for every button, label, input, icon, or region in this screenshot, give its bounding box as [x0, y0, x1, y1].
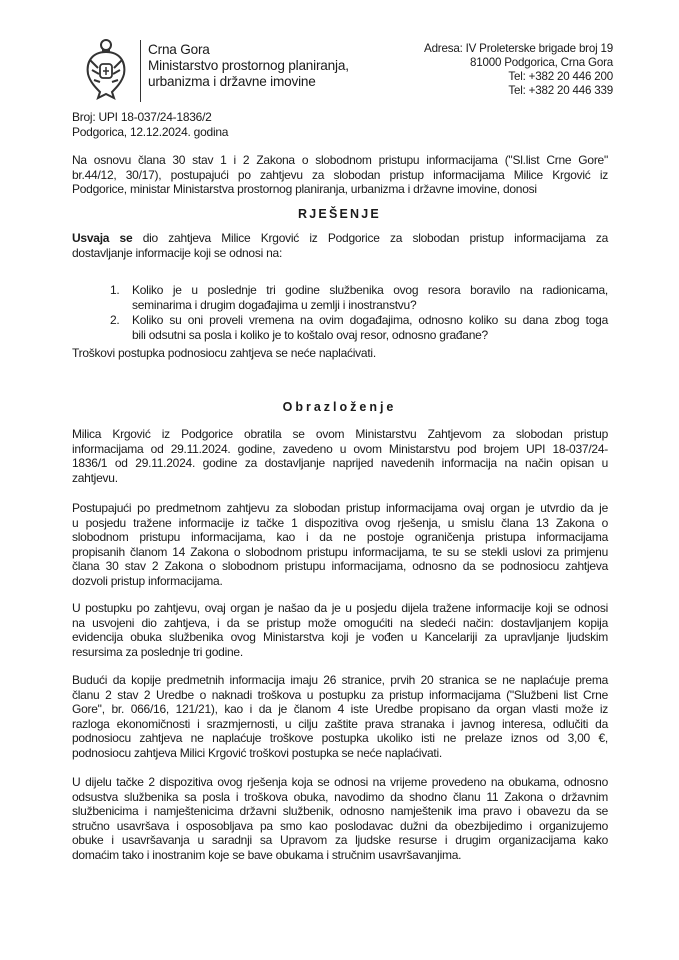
org-line: Crna Gora [148, 42, 210, 57]
list-item [132, 313, 608, 342]
reference-number: Broj: UPI 18-037/24-1836/2 [72, 110, 212, 124]
phone-line: Tel: +382 20 446 200 [508, 70, 613, 83]
text-line: informacijama od 29.11.2024. godine, zavedeno u ovom Ministarstvu pod brojem UPI 18-037/24- [72, 441, 608, 456]
text-line: razloga ekonomičnosti i srazmjernosti, u cilju zaštite prava stranaka i javnog interesa, odlučiti da [72, 716, 608, 731]
phone-line: Tel: +382 20 446 339 [508, 84, 613, 97]
decision-title: RJEŠENJE [298, 207, 381, 221]
costs-statement: Troškovi postupka podnosiocu zahtjeva se neće naplaćivati. [72, 346, 376, 360]
text-line: dozvoli pristup informacijama. [72, 573, 223, 588]
reasoning-paragraph [72, 601, 608, 659]
decision-list [0, 283, 679, 343]
address-line: 81000 Podgorica, Crna Gora [469, 56, 613, 69]
text-line: na usvojeni dio zahtjeva, i da se pristup može omogućiti na sledeći način: dostavljanjem kopija [72, 615, 608, 630]
reasoning-paragraph [72, 775, 608, 863]
coat-of-arms-icon [84, 38, 128, 100]
list-number: 1. [110, 283, 120, 297]
text-line: podnosiocu zahtjeva ne naplaćuje troškove postupka ukoliko isti ne prelaze iznos od 3,00 €, [72, 731, 608, 746]
text-line: u posjedu tražene informacije iz tačke 1 dispozitiva ovog rješenja, u smislu člana 13 Zakona o [72, 515, 608, 530]
text-line: Gore", br. 066/16, 121/21), kao i da je članom 4 iste Uredbe propisano da organ vlasti može iz [72, 702, 608, 717]
text-line: Postupajući po predmetnom zahtjevu za slobodan pristup informacijama ovaj organ je utvrdio da je [72, 501, 608, 515]
text-line: člana 30 stav 2 Zakona o slobodnom pristupu informacijama, odnosno da se podnosiocu zahtjeva [72, 559, 608, 574]
reasoning-paragraph [72, 427, 608, 485]
text-line: Podgorice, ministar Ministarstva prostornog planiranja, urbanizma i državne imovine, donosi [72, 182, 537, 197]
text-line: 1836/1 od 29.11.2024. godine za dostavljanje naprijed navedenih informacija na način opisan u [72, 456, 608, 471]
text-line: stručno usavršava i osposobljava pa smo kao poslodavac dužni da obezbijedimo i organizujemo [72, 818, 608, 833]
reasoning-paragraph [72, 673, 608, 761]
text-line: resursima za poslednje tri godine. [72, 644, 243, 659]
decision-lead: Usvaja se [72, 231, 133, 245]
text-line: br.44/12, 30/17), postupajući po zahtjevu za slobodan pristup informacijama Milice Krgović iz [72, 167, 608, 182]
intro-paragraph [72, 153, 608, 197]
text-line: U postupku po zahtjevu, ovaj organ je našao da je u posjedu dijela tražene informacije koji se odnosi [72, 601, 608, 615]
header-divider [140, 40, 141, 102]
text-line: evidencija obuka službenika ovog Ministarstva koji je vođen u Kancelariji za upravljanje ljudskim [72, 630, 608, 645]
text-line: Na osnovu člana 30 stav 1 i 2 Zakona o slobodnom pristupu informacijama ("Sl.list Crne Gore" [72, 153, 608, 167]
decision-text: dio zahtjeva Milice Krgović iz Podgorice za slobodan pristup informacijama za [132, 231, 608, 245]
text-line: seminarima i drugim događajima u zemlji i inostranstvu? [132, 297, 417, 312]
list-number: 2. [110, 313, 120, 327]
decision-paragraph [72, 231, 608, 260]
text-line: Budući da kopije predmetnih informacija imaju 26 stranice, prvih 20 stranica se ne naplaćuje prema [72, 673, 608, 687]
coat-of-arms-logo [84, 38, 128, 100]
place-date: Podgorica, 12.12.2024. godina [72, 124, 229, 139]
text-line: propisanih članom 14 Zakona o slobodnom pristupu informacijama, te su se stekli uslovi za primjenu [72, 544, 608, 559]
text-line: podnosiocu zahtjeva Milici Krgović troškovi postupka se neće naplaćivati. [72, 745, 442, 760]
text-line: obuke i usavršavanja u saradnji sa Upravom za ljudske resurse i drugim organizacijama kako [72, 833, 608, 848]
text-line: slobodnom pristupu informacijama, kao i da ne postoje ograničenja pristupa informacijama [72, 530, 608, 545]
text-line: članu 2 stav 2 Uredbe o naknadi troškova u postupku za pristup informacijama ("Službeni list Crne [72, 687, 608, 702]
text-line: Koliko je u poslednje tri godine službenika ovog resora boravilo na radionicama, [132, 283, 608, 297]
decision-text: dostavljanje informacije koji se odnosi na: [72, 245, 283, 260]
text-line: zahtjevu. [72, 470, 118, 485]
reasoning-paragraph [72, 501, 608, 589]
text-line: Milica Krgović iz Podgorice obratila se ovom Ministarstvu Zahtjevom za slobodan pristup [72, 427, 608, 441]
org-line: urbanizma i državne imovine [148, 74, 316, 89]
organization-name [148, 42, 349, 90]
text-line: Koliko su oni proveli vremena na ovim događajima, odnosno koliko su dana zbog toga [132, 313, 608, 327]
list-item [132, 283, 608, 312]
address-line: Adresa: IV Proleterske brigade broj 19 [424, 42, 613, 55]
text-line: U dijelu tačke 2 dispozitiva ovog rješenja koja se odnosi na vrijeme provedeno na obukama, odnosno [72, 775, 608, 789]
org-line: Ministarstvo prostornog planiranja, [148, 58, 349, 73]
reference-block [72, 110, 608, 139]
address-block [424, 42, 613, 98]
text-line: službenicima i namještenicima državni službenik, odnosno namještenik ima pravo i obavezu da se [72, 804, 608, 819]
reasoning-title: Obrazloženje [282, 400, 397, 414]
text-line: odsustva službenika sa posla i troškova obuka, navodimo da shodno članu 11 Zakona o državnim [72, 789, 608, 804]
text-line: bili odsutni sa posla i koliko je to koštalo ovaj resor, odnosno građane? [132, 327, 488, 342]
text-line: domaćim tako i inostranim koje se bave obukama i stručnim usavršavanjima. [72, 847, 462, 862]
